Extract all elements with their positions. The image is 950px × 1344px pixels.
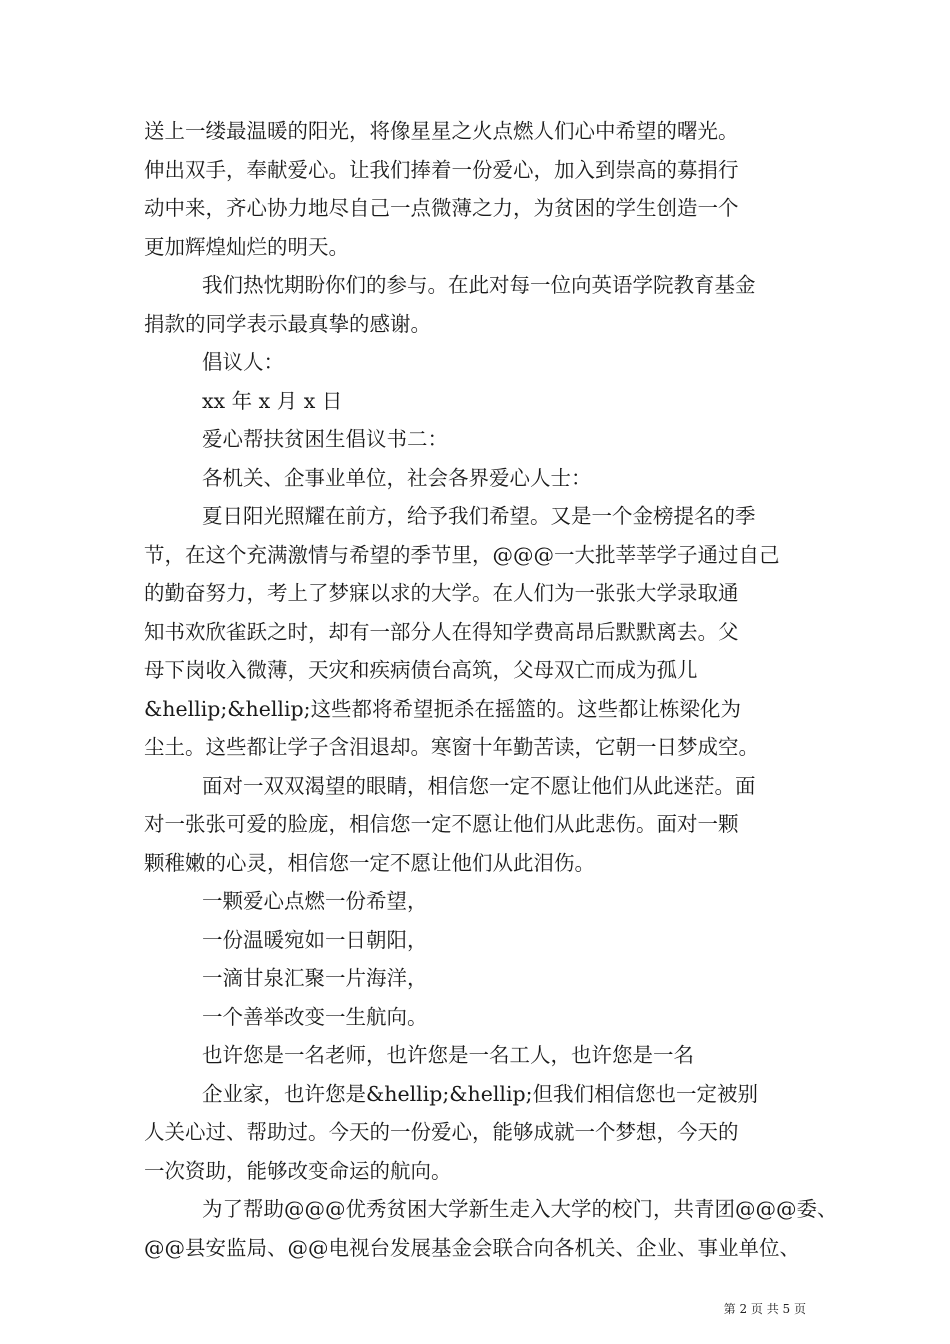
poem-line: 一个善举改变一生航向。: [202, 1004, 428, 1029]
text-line: 对一张张可爱的脸庞，相信您一定不愿让他们从此悲伤。面对一颗: [144, 812, 739, 836]
text-line: 为了帮助@@@优秀贫困大学新生走入大学的校门，共青团@@@委、: [202, 1197, 838, 1221]
text-line: 母下岗收入微薄，天灾和疾病债台高筑，父母双亡而成为孤儿: [144, 658, 698, 682]
text-line: 伸出双手，奉献爱心。让我们捧着一份爱心，加入到崇高的募捐行: [144, 157, 739, 182]
section-title: 爱心帮扶贫困生倡议书二：: [202, 427, 448, 451]
text-line: 更加辉煌灿烂的明天。: [144, 234, 349, 259]
poem-line: 一颗爱心点燃一份希望，: [202, 889, 428, 913]
text-line: 颗稚嫩的心灵，相信您一定不愿让他们从此泪伤。: [144, 850, 595, 875]
signatory-label: 倡议人：: [202, 350, 284, 374]
salutation: 各机关、企事业单位，社会各界爱心人士：: [202, 465, 592, 490]
poem-line: 一滴甘泉汇聚一片海洋，: [202, 966, 428, 990]
poem-line: 一份温暖宛如一日朝阳，: [202, 927, 428, 952]
text-line: 尘土。这些都让学子含泪退却。寒窗十年勤苦读，它朝一日梦成空。: [144, 735, 759, 759]
date-line: xx 年 x 月 x 日: [202, 388, 343, 413]
text-line: 企业家，也许您是&hellip;&hellip;但我们相信您也一定被别: [202, 1081, 759, 1106]
page-number: 第 2 页 共 5 页: [723, 1302, 806, 1316]
text-line: 节，在这个充满激情与希望的季节里，@@@一大批莘莘学子通过自己: [144, 542, 780, 567]
text-line: 人关心过、帮助过。今天的一份爱心，能够成就一个梦想，今天的: [144, 1120, 739, 1144]
text-line: 动中来，齐心协力地尽自己一点微薄之力，为贫困的学生创造一个: [144, 196, 739, 220]
text-line: 的勤奋努力，考上了梦寐以求的大学。在人们为一张张大学录取通: [144, 581, 739, 605]
text-line: @@县安监局、@@电视台发展基金会联合向各机关、企业、事业单位、: [144, 1235, 800, 1260]
text-line: 夏日阳光照耀在前方，给予我们希望。又是一个金榜提名的季: [202, 504, 756, 528]
text-line: 送上一缕最温暖的阳光，将像星星之火点燃人们心中希望的曙光。: [144, 119, 739, 143]
text-line: 知书欢欣雀跃之时，却有一部分人在得知学费高昂后默默离去。父: [144, 619, 739, 644]
text-line: 面对一双双渴望的眼睛，相信您一定不愿让他们从此迷茫。面: [202, 773, 756, 798]
text-line: 捐款的同学表示最真挚的感谢。: [144, 311, 431, 336]
text-line: &hellip;&hellip;这些都将希望扼杀在摇篮的。这些都让栋梁化为: [144, 696, 742, 721]
text-line: 也许您是一名老师，也许您是一名工人，也许您是一名: [202, 1043, 694, 1067]
document-body: [144, 112, 838, 1267]
text-line: 我们热忱期盼你们的参与。在此对每一位向英语学院教育基金: [202, 273, 756, 297]
text-line: 一次资助，能够改变命运的航向。: [144, 1158, 452, 1183]
